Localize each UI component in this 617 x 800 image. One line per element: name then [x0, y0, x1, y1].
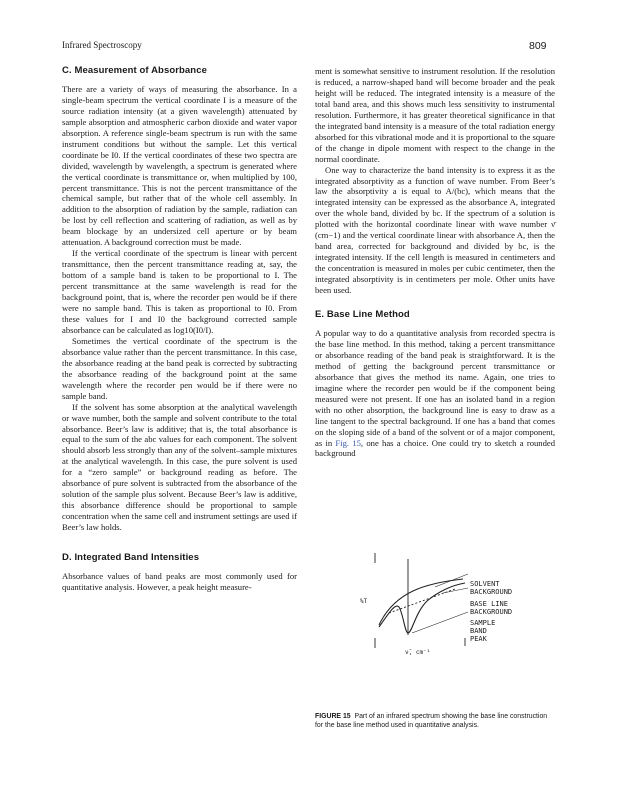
text-run: A popular way to do a quantitative analysis from recorded spectra is the base line method. In this method, taking a percent transmittance or absorbance reading of the band peak is straightforward. It is the method of getting the background percent transmittance or absorbance that gives the method its name. Again, one tries to imagine where the recorder pen would be if the component being measured were not present. If one has an isolated band in a region with no other absorption, the background line is easy to draw as a line tangent to the spectral background. If one has a band that comes on the sloping side of a band of the solvent or of a major component, as in [315, 327, 555, 448]
section-heading-d: D. Integrated Band Intensities [62, 552, 200, 564]
paragraph: One way to characterize the band intensity is to express it as the integrated absorptivity as a function of wave number. From Beer’s law the absorptivity a is equal to A/(bc), which means that the integrated intensity can be expressed as the absorbance A, integrated over the whole band, divided by bc. If the spectrum of a solution is plotted with the horizontal coordinate linear with wave number ν̄ (cm−1) and the vertical coordinate linear with absorbance A, then the band area, corrected for background and divided by bc, is the integrated intensity. If the cell length is measured in centimeters and the concentration is measured in moles per cubic centimeter, then the integrated absorptivity is in centimeters per mole. Other units have been used. [315, 164, 555, 296]
leader-line [435, 574, 468, 587]
label-peak: PEAK [470, 635, 487, 643]
leader-line [412, 612, 468, 633]
solvent-background-curve [379, 579, 463, 625]
spectrum-diagram [315, 543, 555, 655]
caption-label: FIGURE 15 [315, 713, 351, 720]
label-solvent: SOLVENT [470, 580, 500, 588]
section-heading-e: E. Base Line Method [315, 309, 410, 321]
paragraph: If the solvent has some absorption at the analytical wavelength or wave number, both the sample and solvent contribute to the total absorbance. Beer’s law is additive; that is, the total absorbance is equal to the sum of the abc values for each component. The solvent should absorb less strongly than any of the solvent–sample mixtures at the analytical wavelength. In this case, the pure solvent is used for a “zero sample” or background reading as before. The absorbance of pure solvent is subtracted from the absorbance of the solution of the sample plus solvent. Because Beer’s law is additive, this absorbance difference should be proportional to sample concentration when the same cell and instrument settings are used if Beer’s law holds. [62, 401, 297, 533]
label-y-axis: %T [360, 598, 368, 605]
left-column [62, 66, 297, 593]
paragraph: ment is somewhat sensitive to instrument resolution. If the resolution is reduced, a narrow-shaped band will become broader and the peak height will be reduced. The integrated intensity is a measure of the total band area, and this shows much less sensitivity to instrumental resolution. Furthermore, it has greater theoretical significance in that the integrated band intensity is a measure of the total radiation energy absorbed for this vibrational mode and it is proportional to the square of the change in dipole moment with respect to the change in the normal coordinate. [315, 66, 555, 164]
label-band: BAND [470, 627, 487, 635]
section-heading-c: C. Measurement of Absorbance [62, 65, 207, 76]
figure-15 [315, 543, 555, 655]
label-base-line: BASE LINE [470, 600, 508, 608]
label-x-axis: ν̄, cm⁻¹ [405, 649, 431, 655]
paragraph: If the vertical coordinate of the spectrum is linear with percent transmittance, then the percent transmittance reading at, say, the bottom of a sample band is taken to be proportional to I. The percent transmittance at the same wavelength is read for the background point, that is, where the recorder pen would be if there were no sample band. This is taken as proportional to I0. From these values for I and I0 the background corrected sample absorbance can be calculated as log10(I0/I). [62, 248, 297, 335]
right-column [315, 66, 555, 459]
label-sample: SAMPLE [470, 619, 496, 627]
text-run: , one has a choice. One could try to sketch a rounded background [315, 437, 556, 459]
figure-caption [315, 712, 555, 730]
sample-spectrum-curve [379, 583, 465, 633]
paragraph: Sometimes the vertical coordinate of the spectrum is the absorbance value rather than the percent transmittance. In this case, the absorbance reading at the band peak is corrected by subtracting the absorbance reading of the background point at the same wavelength where the recorder pen would be if there were no sample band. [62, 335, 297, 401]
paragraph: There are a variety of ways of measuring the absorbance. In a single-beam spectrum the vertical coordinate I is a measure of the source radiation intensity (at a given wavelength) attenuated by sample absorption and atmospheric carbon dioxide and water vapor absorption. A reference single-beam spectrum is run with the same instrument conditions but without the sample. Let this vertical coordinate be I0. If the vertical coordinates of these two spectra are divided, wavelength by wavelength, a spectrum is generated where the vertical coordinate is transmittance or, when multiplied by 100, percent transmittance. This is not the percent transmittance of the chemical sample, but rather that of the whole cell assembly. In addition to the absorption of radiation by the sample, radiation can be lost by cell reflection and scattering of radiation, as well as by beam blockage by an undersized cell aperture or by beam attenuation. A background correction must be made. [62, 83, 297, 248]
label-base-line-background: BACKGROUND [470, 608, 513, 616]
paragraph [315, 328, 555, 459]
label-solvent-background: BACKGROUND [470, 588, 513, 596]
caption-text: Part of an infrared spectrum showing the base line construction for the base line method used in quantitative analysis. [315, 713, 548, 729]
paragraph: Absorbance values of band peaks are most commonly used for quantitative analysis. However, a peak height measure- [62, 570, 297, 592]
page-number: 809 [529, 40, 547, 52]
figure-reference-link[interactable]: Fig. 15 [335, 437, 361, 448]
running-head: Infrared Spectroscopy [62, 40, 142, 50]
